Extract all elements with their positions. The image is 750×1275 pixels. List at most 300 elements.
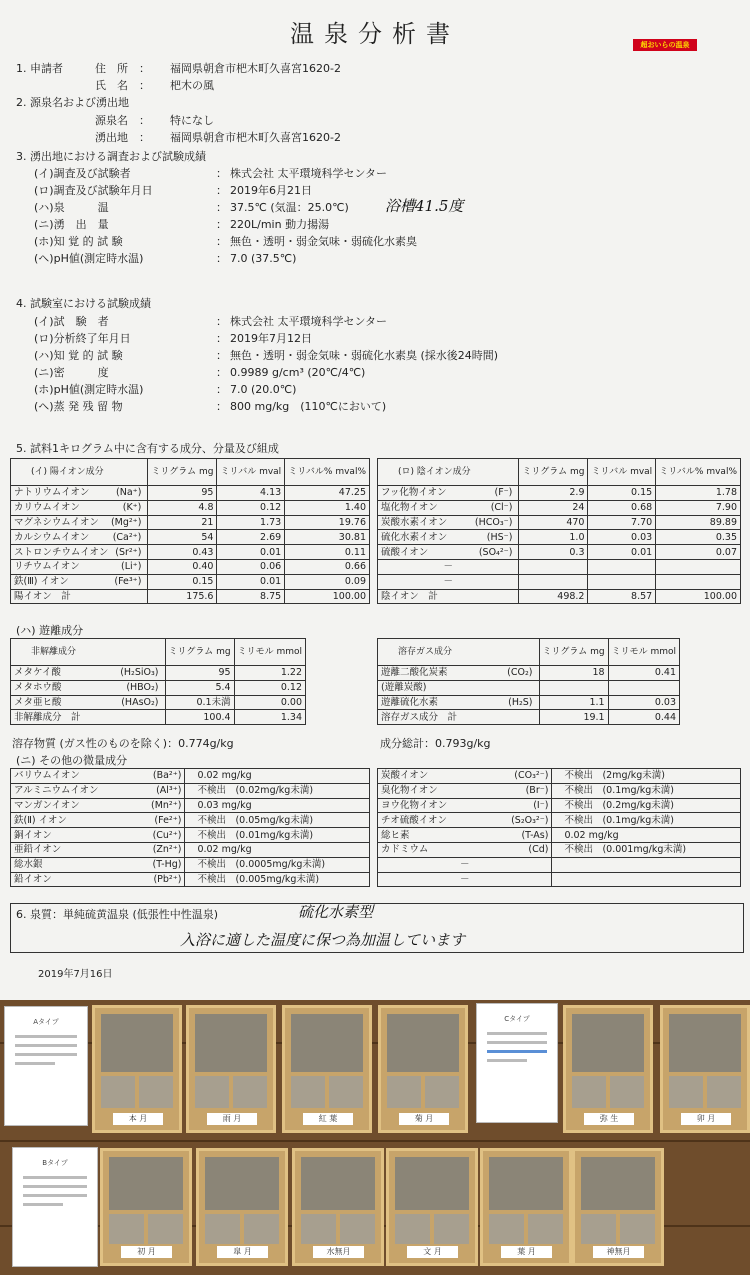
ion-row [11,500,370,515]
trace-value: 0.02 mg/kg [185,769,370,784]
trace-row [11,783,370,798]
s3-sep: ： [216,184,227,197]
s3-handwritten-note: 浴槽41.5度 [385,197,464,215]
s4-key: (ニ)密 度 [34,366,109,379]
room-photo-main [101,1014,173,1072]
ion-value-b: 0.41 [608,666,679,681]
ion-name: リチウムイオン [14,561,80,573]
room-photo-small [195,1076,229,1108]
s4-key: (ロ)分析終了年月日 [34,332,131,345]
ion-value-b: 0.15 [588,486,656,501]
ion-value-b: 0.01 [217,574,285,589]
ion-name-cell [378,574,519,589]
ion-formula: (HS⁻) [486,531,513,543]
room-name-label: 神無月 [593,1246,644,1258]
room-photo-small [101,1076,135,1108]
room-photo-main [195,1014,267,1072]
room-name-label: 水無月 [313,1246,364,1258]
notice-a [4,1006,88,1126]
s3-key: (ニ)湧 出 量 [34,218,109,231]
und-h-mg: ミリグラム mg [165,639,234,666]
room-photo-small [340,1214,375,1244]
ion-name-cell [11,695,166,710]
room-photo-small [148,1214,183,1244]
trace-row [11,872,370,887]
ion-row [11,545,370,560]
trace-name: カドミウム [378,842,496,857]
ion-value-b: 0.01 [217,545,285,560]
room-photo-small [572,1076,606,1108]
trace-value: 0.03 mg/kg [185,798,370,813]
ion-name: マグネシウムイオン [14,516,99,528]
ion-formula: (HCO₃⁻) [474,516,513,528]
ion-value-b: 0.12 [234,680,305,695]
room-photo-main [387,1014,459,1072]
ion-value-a [539,680,608,695]
s2-src-label: 源泉名 ： [95,114,150,127]
trace-value: 0.02 mg/kg [552,828,741,843]
ion-name-cell [378,695,540,710]
ion-row [11,559,370,574]
s4-key: (ホ)pH値(測定時水温) [34,383,144,396]
trace-name: 臭化物イオン [378,783,496,798]
s6-handwritten-note: 入浴に適した温度に保つ為加温しています [180,931,466,949]
s3-sep: ： [216,167,227,180]
room-photo-small [620,1214,655,1244]
s3-value: 37.5℃ (気温：25.0℃) [230,201,349,214]
room-photo-main [205,1157,279,1210]
s3-sep: ： [216,218,227,231]
ion-total-a: 498.2 [519,589,588,604]
s2-heading: 2. 源泉名および湧出地 [16,96,129,109]
ion-total-b: 8.75 [217,589,285,604]
room-photo-small [528,1214,563,1244]
s4-key: (イ)試 験 者 [34,315,109,328]
trace-empty [552,857,741,872]
trace-row [378,798,741,813]
room-photo-frame [100,1148,192,1266]
ion-row [378,559,741,574]
s4-value: 7.0 (20.0℃) [230,383,297,396]
ion-value-c [656,559,741,574]
s3-key: (ロ)調査及び試験年月日 [34,184,153,197]
anion-h-mg: ミリグラム mg [519,459,588,486]
s4-value: 800 mg/kg (110℃において) [230,400,387,413]
ion-total-b: 8.57 [588,589,656,604]
notice-c [476,1003,558,1123]
site-logo: 超おいらの温泉 [633,39,697,51]
trace-formula: (Br⁻) [495,783,552,798]
trace-formula: (Cd) [495,842,552,857]
trace-formula: (CO₃²⁻) [495,769,552,784]
trace-row [11,842,370,857]
ion-total-c: 100.00 [285,589,370,604]
notice-b [12,1147,98,1267]
s4-heading: 4. 試験室における試験成績 [16,297,151,310]
ion-name-cell [11,666,166,681]
trace-right-table [377,768,741,887]
ion-name-cell [378,545,519,560]
room-photo-frame [292,1148,384,1266]
s6-heading: 6. 泉質：単純硫黄温泉 (低張性中性温泉) [16,908,219,921]
ion-name-cell [378,680,540,695]
room-photo-main [489,1157,563,1210]
ion-name: 硫化水素イオン [381,531,448,543]
trace-name: 鉛イオン [11,872,129,887]
ion-row [11,574,370,589]
ion-formula: (F⁻) [494,487,513,499]
room-photo-frame [378,1005,468,1133]
ion-value-a: 21 [148,515,217,530]
ion-name: メタケイ酸 [14,667,61,679]
s3-key: (イ)調査及び試験者 [34,167,131,180]
room-photo-small [329,1076,363,1108]
ion-row [11,486,370,501]
trace-row [11,769,370,784]
ion-name: 遊離硫化水素 [381,696,439,708]
ion-value-b: 0.06 [217,559,285,574]
ion-value-b [608,680,679,695]
s3-sep: ： [216,201,227,214]
trace-row [378,813,741,828]
room-photo-small [205,1214,240,1244]
trace-name: 亜鉛イオン [11,842,129,857]
trace-row [378,842,741,857]
ion-name: 遊離二酸化炭素 [381,667,448,679]
ion-total-row [11,589,370,604]
room-photo-frame [196,1148,288,1266]
trace-name: 炭酸イオン [378,769,496,784]
ion-name: メタ亜ヒ酸 [14,696,62,708]
trace-row [378,857,741,872]
ion-row [378,530,741,545]
ion-row [11,680,306,695]
ion-total-a: 175.6 [148,589,217,604]
ion-value-a: 95 [165,666,234,681]
ion-value-b: 0.00 [234,695,305,710]
ion-name-cell [378,486,519,501]
ion-row [378,515,741,530]
ion-row [378,486,741,501]
s4-sep: ： [216,332,227,345]
ion-value-a: 95 [148,486,217,501]
trace-dash: － [378,857,552,872]
ion-name-cell [11,530,148,545]
room-name-label: 本 月 [113,1113,163,1125]
s4-key: (ハ)知 覚 的 試 験 [34,349,123,362]
room-photo-frame [92,1005,182,1133]
ion-total-row [378,710,680,725]
s2-loc: 福岡県朝倉市杷木町久喜宮1620-2 [170,131,341,144]
trace-value: 不検出 (0.1mg/kg未満) [552,783,741,798]
empty-dash: － [443,561,453,573]
s3-value: 220L/min 動力揚湯 [230,218,330,231]
room-name-label: 雨 月 [207,1113,257,1125]
ion-value-a: 2.9 [519,486,588,501]
s4-sep: ： [216,366,227,379]
ion-name-cell [378,530,519,545]
s1-heading: 1. 申請者 [16,62,63,75]
photo-board [0,1000,750,1275]
s5-heading: 5. 試料1キログラム中に含有する成分、分量及び組成 [16,442,279,455]
s4-key: (ヘ)蒸 発 残 留 物 [34,400,123,413]
ion-value-a [519,574,588,589]
room-name-label: 葉 月 [501,1246,552,1258]
ion-formula: (Fe³⁺) [114,576,142,588]
room-photo-frame [660,1005,750,1133]
ion-row [378,574,741,589]
trace-formula: (Fe²⁺) [128,813,185,828]
trace-formula: (I⁻) [495,798,552,813]
ion-formula: (Li⁺) [121,561,142,573]
s1-name-label: 氏 名 ： [95,79,150,92]
ion-value-c: 30.81 [285,530,370,545]
ion-name-cell [11,680,166,695]
ion-total-row [11,710,306,725]
ion-name-cell [378,666,540,681]
s1-addr: 福岡県朝倉市杷木町久喜宮1620-2 [170,62,341,75]
ion-formula: (HBO₂) [126,682,159,694]
ion-value-a: 0.15 [148,574,217,589]
ion-value-b: 0.68 [588,500,656,515]
trace-dash: － [378,872,552,887]
trace-value: 不検出 (0.02mg/kg未満) [185,783,370,798]
room-photo-small [301,1214,336,1244]
ion-value-c: 47.25 [285,486,370,501]
ion-name-cell [11,545,148,560]
ion-formula: (K⁺) [122,502,142,514]
ion-formula: (Ca²⁺) [112,531,142,543]
ion-value-a: 0.43 [148,545,217,560]
room-photo-main [669,1014,741,1072]
cation-h-mval: ミリバル mval [217,459,285,486]
s3-value: 株式会社 太平環境科学センター [230,167,388,180]
trace-formula: (T-Hg) [128,857,185,872]
room-photo-small [425,1076,459,1108]
ion-formula: (Mg²⁺) [110,516,142,528]
cation-h-mg: ミリグラム mg [148,459,217,486]
trace-empty [552,872,741,887]
trace-row [11,828,370,843]
room-photo-main [301,1157,375,1210]
ion-total-label: 溶存ガス成分 計 [378,710,540,725]
ion-total-label: 陽イオン 計 [11,589,148,604]
trace-formula: (Pb²⁺) [128,872,185,887]
ion-value-a: 54 [148,530,217,545]
room-photo-small [707,1076,741,1108]
ion-total-b: 0.44 [608,710,679,725]
cation-title: (イ) 陽イオン成分 [11,459,148,486]
trace-formula: (Ba²⁺) [128,769,185,784]
ion-value-a: 0.3 [519,545,588,560]
ion-value-a: 5.4 [165,680,234,695]
s2-src: 特になし [170,114,214,127]
ion-value-c: 0.07 [656,545,741,560]
s3-key: (ホ)知 覚 的 試 験 [34,235,123,248]
ion-value-c: 0.35 [656,530,741,545]
empty-dash: － [443,576,453,588]
trace-left-table [10,768,370,887]
ion-name-cell [378,515,519,530]
ion-value-c: 7.90 [656,500,741,515]
anion-table [377,458,741,604]
s3-value: 2019年6月21日 [230,184,312,197]
ion-formula: (H₂S) [508,696,533,708]
ion-value-a: 0.40 [148,559,217,574]
ion-value-b: 7.70 [588,515,656,530]
ion-row [378,500,741,515]
ion-value-b: 2.69 [217,530,285,545]
trace-row [11,813,370,828]
trace-formula: (Cu²⁺) [128,828,185,843]
ion-row [378,666,680,681]
ion-row [11,515,370,530]
gas-h-mg: ミリグラム mg [539,639,608,666]
ion-value-c: 1.40 [285,500,370,515]
und-title: 非解離成分 [11,639,166,666]
ion-value-c: 89.89 [656,515,741,530]
ion-name-cell [11,500,148,515]
ion-value-a [519,559,588,574]
trace-name: 総ヒ素 [378,828,496,843]
ion-value-c: 0.11 [285,545,370,560]
trace-value: 不検出 (0.005mg/kg未満) [185,872,370,887]
component-sum: 成分総計：0.793g/kg [380,737,491,750]
room-photo-main [395,1157,469,1210]
s4-sep: ： [216,383,227,396]
ion-formula: (Sr²⁺) [115,546,142,558]
trace-row [378,783,741,798]
room-photo-small [139,1076,173,1108]
room-photo-small [291,1076,325,1108]
page-title: 温泉分析書 [290,20,460,48]
room-name-label: 菊 月 [399,1113,449,1125]
ion-formula: (HAsO₂) [121,696,159,708]
s3-sep: ： [216,252,227,265]
s3-sep: ： [216,235,227,248]
room-name-label: 弥 生 [584,1113,634,1125]
ion-formula: (CO₂) [507,667,533,679]
anion-title: (ロ) 陰イオン成分 [378,459,519,486]
ion-value-c [656,574,741,589]
trace-row [11,857,370,872]
trace-heading: (ニ) その他の微量成分 [16,754,128,767]
ion-row [378,695,680,710]
s3-value: 無色・透明・弱金気味・弱硫化水素臭 [230,235,417,248]
ion-total-row [378,589,741,604]
ion-name: 塩化物イオン [381,502,438,514]
anion-h-mval: ミリバル mval [588,459,656,486]
room-photo-small [581,1214,616,1244]
ion-row [378,680,680,695]
s2-loc-label: 湧出地 ： [95,131,150,144]
ion-formula: (H₂SiO₃) [120,667,159,679]
ion-name: ストロンチウムイオン [14,546,109,558]
ion-formula: (Cl⁻) [490,502,513,514]
ion-total-a: 19.1 [539,710,608,725]
ion-name: メタホウ酸 [14,682,62,694]
ion-value-b: 1.73 [217,515,285,530]
room-photo-small [244,1214,279,1244]
s4-sep: ： [216,315,227,328]
dissolved-total: 溶存物質 (ガス性のものを除く)：0.774g/kg [12,737,234,750]
ion-name-cell [378,559,519,574]
room-photo-small [489,1214,524,1244]
gas-table [377,638,680,725]
s6-handwritten-type: 硫化水素型 [298,903,374,921]
trace-value: 不検出 (0.05mg/kg未満) [185,813,370,828]
s3-key: (ヘ)pH値(測定時水温) [34,252,144,265]
ion-value-a: 1.1 [539,695,608,710]
trace-name: ヨウ化物イオン [378,798,496,813]
room-photo-main [581,1157,655,1210]
room-name-label: 文 月 [407,1246,458,1258]
trace-name: アルミニウムイオン [11,783,129,798]
trace-row [11,798,370,813]
ion-row [378,545,741,560]
trace-name: マンガンイオン [11,798,129,813]
ion-row [11,530,370,545]
ion-value-b: 0.03 [588,530,656,545]
room-photo-frame [386,1148,478,1266]
room-name-label: 初 月 [121,1246,172,1258]
room-photo-small [434,1214,469,1244]
ion-value-c: 0.09 [285,574,370,589]
room-photo-frame [563,1005,653,1133]
ion-total-label: 陰イオン 計 [378,589,519,604]
room-photo-main [109,1157,183,1210]
ion-value-c: 19.76 [285,515,370,530]
free-heading: (ハ) 遊離成分 [16,624,84,637]
notice-a-title: Aタイプ [33,1018,59,1026]
room-photo-small [610,1076,644,1108]
ion-name: 鉄(Ⅲ) イオン [14,576,69,588]
ion-value-b: 0.12 [217,500,285,515]
trace-value: 0.02 mg/kg [185,842,370,857]
ion-name: カルシウムイオン [14,531,90,543]
gas-title: 溶存ガス成分 [378,639,540,666]
room-photo-small [109,1214,144,1244]
ion-value-a: 0.1未満 [165,695,234,710]
s3-value: 7.0 (37.5℃) [230,252,297,265]
ion-formula: (SO₄²⁻) [478,546,513,558]
room-photo-frame [186,1005,276,1133]
trace-name: 銅イオン [11,828,129,843]
und-h-mmol: ミリモル mmol [234,639,305,666]
anion-h-pct: ミリバル% mval% [656,459,741,486]
room-photo-frame [480,1148,572,1266]
ion-row [11,695,306,710]
s4-value: 株式会社 太平環境科学センター [230,315,388,328]
trace-value: 不検出 (0.001mg/kg未満) [552,842,741,857]
s4-value: 0.9989 g/cm³ (20℃/4℃) [230,366,366,379]
ion-total-c: 100.00 [656,589,741,604]
s4-value: 2019年7月12日 [230,332,312,345]
room-photo-small [233,1076,267,1108]
ion-name: カリウムイオン [14,502,80,514]
ion-name: フッ化物イオン [381,487,447,499]
trace-value: 不検出 (2mg/kg未満) [552,769,741,784]
trace-row [378,828,741,843]
trace-value: 不検出 (0.01mg/kg未満) [185,828,370,843]
ion-value-b: 4.13 [217,486,285,501]
trace-value: 不検出 (0.1mg/kg未満) [552,813,741,828]
room-photo-small [395,1214,430,1244]
ion-total-label: 非解離成分 計 [11,710,166,725]
ion-formula: (Na⁺) [116,487,142,499]
ion-total-b: 1.34 [234,710,305,725]
ion-value-b [588,559,656,574]
